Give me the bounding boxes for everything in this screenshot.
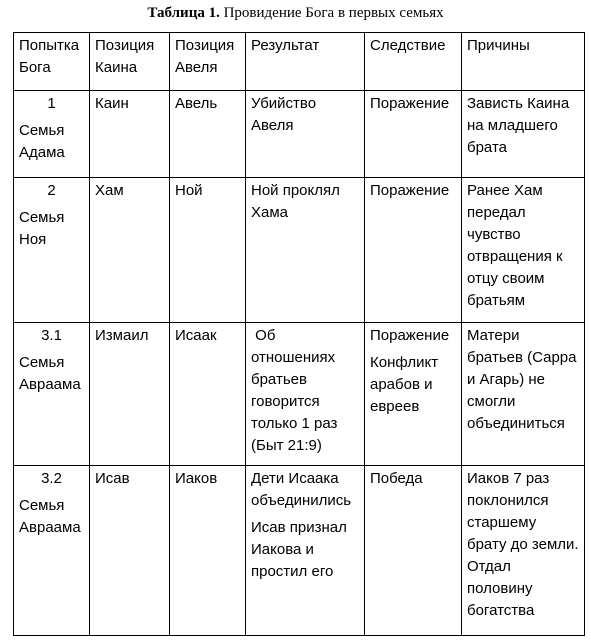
table-row xyxy=(14,91,585,178)
family-name: Семья Авраама xyxy=(19,354,81,393)
cain-position-cell: Хам xyxy=(90,178,170,323)
result-cell xyxy=(246,323,365,466)
attempt-cell xyxy=(14,466,90,636)
reasons-cell: Зависть Каина на младшего брата xyxy=(462,91,585,178)
cain-position-cell: Каин xyxy=(90,91,170,178)
consequence-text: Поражение xyxy=(370,182,450,199)
abel-position-cell: Иаков xyxy=(170,466,246,636)
table-row xyxy=(14,466,585,636)
reasons-cell: Ранее Хам передал чувство отвращения к отцу своим братьям xyxy=(462,178,585,323)
consequence-cell xyxy=(365,178,462,323)
result-note: Исав признал Иакова и простил его xyxy=(251,519,347,580)
family-name: Семья Ноя xyxy=(19,209,65,248)
abel-position-cell: Ной xyxy=(170,178,246,323)
attempt-number: 3.1 xyxy=(41,327,62,344)
table-caption-label: Таблица 1. xyxy=(147,5,220,21)
attempt-cell xyxy=(14,178,90,323)
table-caption xyxy=(0,4,591,22)
header-attempt: Попытка Бога xyxy=(14,33,90,91)
result-text: Ной проклял Хама xyxy=(251,182,340,221)
consequence-note: Конфликт арабов и евреев xyxy=(370,354,439,415)
consequence-text: Поражение xyxy=(370,95,450,112)
result-cell xyxy=(246,466,365,636)
header-consequence: Следствие xyxy=(365,33,462,91)
result-text: Дети Исаака объединились xyxy=(251,470,352,509)
table-row xyxy=(14,323,585,466)
cain-position-cell: Исав xyxy=(90,466,170,636)
attempt-cell xyxy=(14,323,90,466)
consequence-cell xyxy=(365,323,462,466)
family-name: Семья Адама xyxy=(19,122,65,161)
providence-table xyxy=(13,32,585,636)
header-cain-position: Позиция Каина xyxy=(90,33,170,91)
reasons-cell: Иаков 7 раз поклонился старшему брату до земли. Отдал половину богатства xyxy=(462,466,585,636)
header-abel-position: Позиция Авеля xyxy=(170,33,246,91)
result-cell xyxy=(246,91,365,178)
result-cell xyxy=(246,178,365,323)
result-text: Убийство Авеля xyxy=(251,95,317,134)
table-header-row xyxy=(14,33,585,91)
header-reasons: Причины xyxy=(462,33,585,91)
reasons-cell: Матери братьев (Сарра и Агарь) не смогли объединиться xyxy=(462,323,585,466)
abel-position-cell: Исаак xyxy=(170,323,246,466)
family-name: Семья Авраама xyxy=(19,497,81,536)
attempt-number: 3.2 xyxy=(41,470,62,487)
header-result: Результат xyxy=(246,33,365,91)
table-caption-text: Провидение Бога в первых семьях xyxy=(219,5,444,21)
abel-position-cell: Авель xyxy=(170,91,246,178)
consequence-text: Победа xyxy=(370,470,423,487)
consequence-cell xyxy=(365,91,462,178)
attempt-number: 2 xyxy=(47,182,56,199)
result-text: Об отношениях братьев говорится только 1 раз (Быт 21:9) xyxy=(251,327,342,454)
consequence-text: Поражение xyxy=(370,327,450,344)
table-row xyxy=(14,178,585,323)
attempt-cell xyxy=(14,91,90,178)
consequence-cell xyxy=(365,466,462,636)
attempt-number: 1 xyxy=(47,95,56,112)
cain-position-cell: Измаил xyxy=(90,323,170,466)
